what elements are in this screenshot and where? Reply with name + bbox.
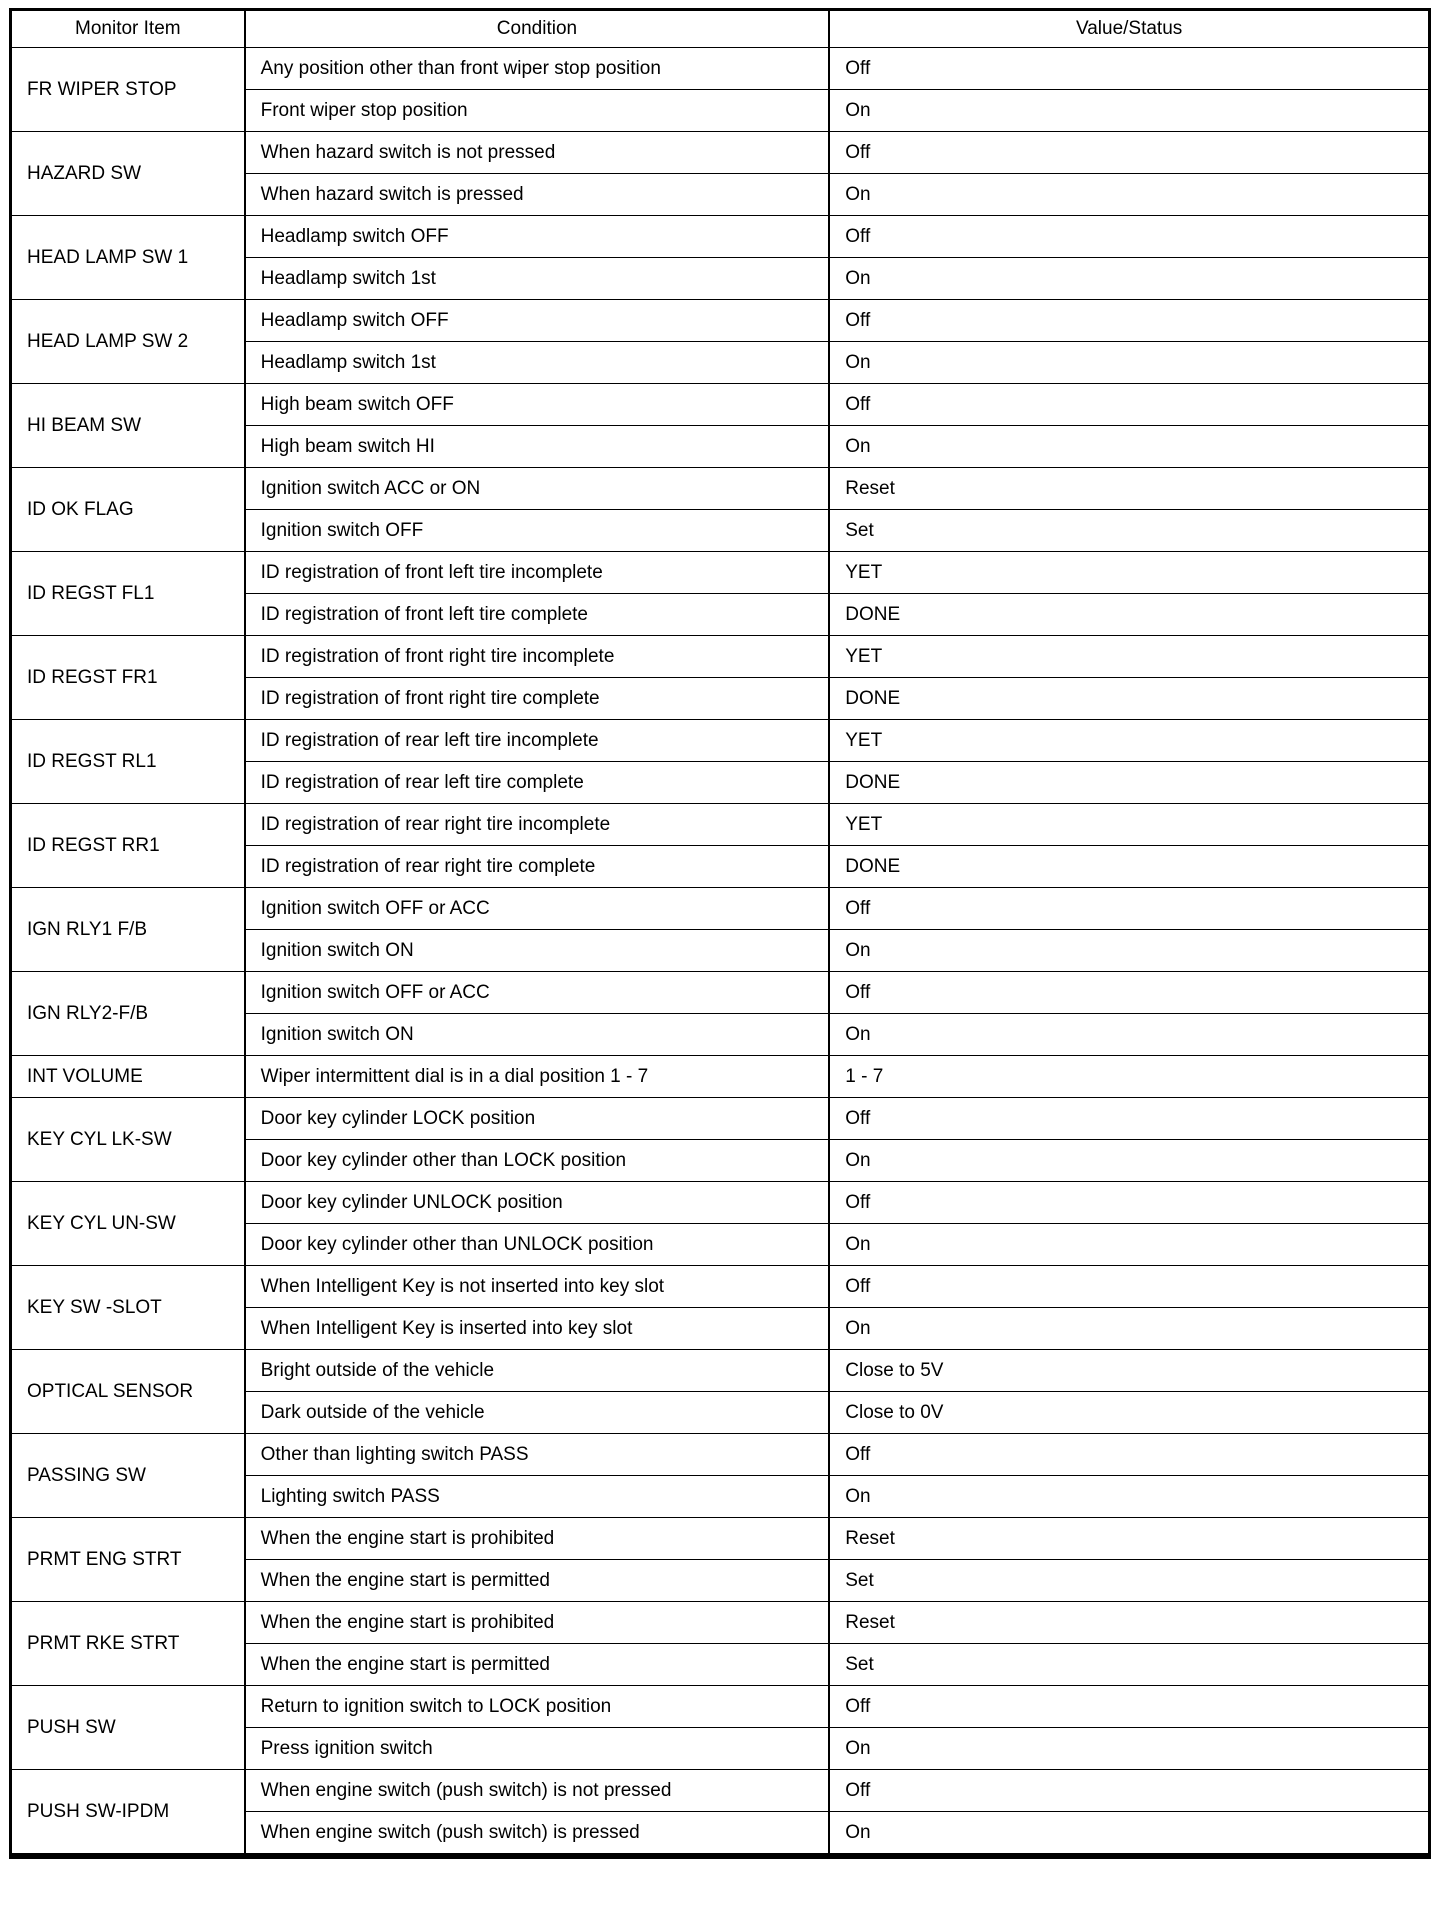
monitor-item-cell: HEAD LAMP SW 2 xyxy=(11,300,245,384)
value-status-cell: On xyxy=(829,258,1429,300)
condition-cell: Any position other than front wiper stop position xyxy=(245,48,830,90)
monitor-item-cell: HAZARD SW xyxy=(11,132,245,216)
value-status-cell: Off xyxy=(829,1686,1429,1728)
value-status-cell: On xyxy=(829,1812,1429,1857)
condition-cell: ID registration of rear left tire incomplete xyxy=(245,720,830,762)
value-status-cell: On xyxy=(829,90,1429,132)
value-status-cell: Off xyxy=(829,216,1429,258)
condition-cell: Dark outside of the vehicle xyxy=(245,1392,830,1434)
table-row xyxy=(11,132,1430,174)
value-status-cell: On xyxy=(829,1224,1429,1266)
condition-cell: ID registration of rear left tire complete xyxy=(245,762,830,804)
condition-cell: Door key cylinder other than UNLOCK position xyxy=(245,1224,830,1266)
table-row xyxy=(11,216,1430,258)
condition-cell: Headlamp switch 1st xyxy=(245,258,830,300)
condition-cell: Ignition switch OFF or ACC xyxy=(245,972,830,1014)
condition-cell: ID registration of front left tire complete xyxy=(245,594,830,636)
condition-cell: ID registration of front right tire incomplete xyxy=(245,636,830,678)
condition-cell: Headlamp switch OFF xyxy=(245,216,830,258)
condition-cell: When the engine start is prohibited xyxy=(245,1602,830,1644)
monitor-item-cell: ID REGST RR1 xyxy=(11,804,245,888)
value-status-cell: Off xyxy=(829,1266,1429,1308)
value-status-cell: YET xyxy=(829,552,1429,594)
value-status-cell: Off xyxy=(829,1770,1429,1812)
condition-cell: When hazard switch is pressed xyxy=(245,174,830,216)
monitor-item-cell: FR WIPER STOP xyxy=(11,48,245,132)
value-status-cell: 1 - 7 xyxy=(829,1056,1429,1098)
condition-cell: Ignition switch OFF xyxy=(245,510,830,552)
monitor-item-cell: ID REGST RL1 xyxy=(11,720,245,804)
value-status-cell: On xyxy=(829,342,1429,384)
table-row xyxy=(11,1266,1430,1308)
condition-cell: ID registration of rear right tire incomplete xyxy=(245,804,830,846)
condition-cell: Other than lighting switch PASS xyxy=(245,1434,830,1476)
condition-cell: Door key cylinder UNLOCK position xyxy=(245,1182,830,1224)
value-status-cell: Off xyxy=(829,972,1429,1014)
condition-cell: Door key cylinder other than LOCK position xyxy=(245,1140,830,1182)
table-row xyxy=(11,636,1430,678)
condition-cell: Return to ignition switch to LOCK position xyxy=(245,1686,830,1728)
monitor-item-cell: KEY CYL UN-SW xyxy=(11,1182,245,1266)
header-monitor-item: Monitor Item xyxy=(11,10,245,48)
table-row xyxy=(11,1602,1430,1644)
monitor-item-cell: OPTICAL SENSOR xyxy=(11,1350,245,1434)
condition-cell: Ignition switch ON xyxy=(245,1014,830,1056)
value-status-cell: Off xyxy=(829,1098,1429,1140)
value-status-cell: YET xyxy=(829,636,1429,678)
condition-cell: Front wiper stop position xyxy=(245,90,830,132)
monitor-item-cell: ID REGST FL1 xyxy=(11,552,245,636)
value-status-cell: Set xyxy=(829,1644,1429,1686)
monitor-item-cell: KEY SW -SLOT xyxy=(11,1266,245,1350)
condition-cell: High beam switch OFF xyxy=(245,384,830,426)
value-status-cell: Close to 0V xyxy=(829,1392,1429,1434)
value-status-cell: Off xyxy=(829,300,1429,342)
value-status-cell: Set xyxy=(829,1560,1429,1602)
value-status-cell: Reset xyxy=(829,1518,1429,1560)
table-row xyxy=(11,384,1430,426)
value-status-cell: On xyxy=(829,930,1429,972)
condition-cell: ID registration of rear right tire complete xyxy=(245,846,830,888)
value-status-cell: DONE xyxy=(829,678,1429,720)
header-value-status: Value/Status xyxy=(829,10,1429,48)
value-status-cell: Reset xyxy=(829,468,1429,510)
condition-cell: When the engine start is prohibited xyxy=(245,1518,830,1560)
condition-cell: When Intelligent Key is inserted into key slot xyxy=(245,1308,830,1350)
monitor-item-cell: ID OK FLAG xyxy=(11,468,245,552)
value-status-cell: On xyxy=(829,1728,1429,1770)
monitor-item-cell: HI BEAM SW xyxy=(11,384,245,468)
table-row xyxy=(11,804,1430,846)
condition-cell: When hazard switch is not pressed xyxy=(245,132,830,174)
monitor-item-cell: IGN RLY1 F/B xyxy=(11,888,245,972)
table-row xyxy=(11,468,1430,510)
table-row xyxy=(11,300,1430,342)
condition-cell: Bright outside of the vehicle xyxy=(245,1350,830,1392)
monitor-item-cell: ID REGST FR1 xyxy=(11,636,245,720)
condition-cell: Ignition switch ACC or ON xyxy=(245,468,830,510)
value-status-cell: Set xyxy=(829,510,1429,552)
monitor-item-cell: PUSH SW-IPDM xyxy=(11,1770,245,1857)
condition-cell: ID registration of front right tire complete xyxy=(245,678,830,720)
monitor-item-cell: HEAD LAMP SW 1 xyxy=(11,216,245,300)
value-status-cell: On xyxy=(829,426,1429,468)
value-status-cell: Close to 5V xyxy=(829,1350,1429,1392)
monitor-item-cell: PRMT RKE STRT xyxy=(11,1602,245,1686)
value-status-cell: DONE xyxy=(829,846,1429,888)
header-condition: Condition xyxy=(245,10,830,48)
condition-cell: When engine switch (push switch) is pressed xyxy=(245,1812,830,1857)
value-status-cell: Reset xyxy=(829,1602,1429,1644)
condition-cell: When the engine start is permitted xyxy=(245,1644,830,1686)
table-row xyxy=(11,1182,1430,1224)
condition-cell: When engine switch (push switch) is not pressed xyxy=(245,1770,830,1812)
value-status-cell: DONE xyxy=(829,762,1429,804)
value-status-cell: YET xyxy=(829,804,1429,846)
table-row xyxy=(11,720,1430,762)
table-row xyxy=(11,1518,1430,1560)
value-status-cell: Off xyxy=(829,1434,1429,1476)
table-row xyxy=(11,1434,1430,1476)
condition-cell: When Intelligent Key is not inserted into key slot xyxy=(245,1266,830,1308)
table-row xyxy=(11,48,1430,90)
value-status-cell: On xyxy=(829,174,1429,216)
condition-cell: High beam switch HI xyxy=(245,426,830,468)
table-row xyxy=(11,1770,1430,1812)
value-status-cell: On xyxy=(829,1140,1429,1182)
value-status-cell: YET xyxy=(829,720,1429,762)
table-row xyxy=(11,1350,1430,1392)
condition-cell: Headlamp switch OFF xyxy=(245,300,830,342)
value-status-cell: On xyxy=(829,1476,1429,1518)
value-status-cell: Off xyxy=(829,132,1429,174)
condition-cell: Ignition switch ON xyxy=(245,930,830,972)
monitor-item-cell: PUSH SW xyxy=(11,1686,245,1770)
value-status-cell: Off xyxy=(829,1182,1429,1224)
condition-cell: Door key cylinder LOCK position xyxy=(245,1098,830,1140)
monitor-item-cell: IGN RLY2-F/B xyxy=(11,972,245,1056)
condition-cell: Lighting switch PASS xyxy=(245,1476,830,1518)
condition-cell: Ignition switch OFF or ACC xyxy=(245,888,830,930)
table-row xyxy=(11,1098,1430,1140)
header-row xyxy=(11,10,1430,48)
monitor-item-cell: INT VOLUME xyxy=(11,1056,245,1098)
value-status-cell: Off xyxy=(829,888,1429,930)
condition-cell: Press ignition switch xyxy=(245,1728,830,1770)
value-status-cell: On xyxy=(829,1014,1429,1056)
table-row xyxy=(11,1056,1430,1098)
monitor-item-cell: PRMT ENG STRT xyxy=(11,1518,245,1602)
table-row xyxy=(11,888,1430,930)
table-row xyxy=(11,1686,1430,1728)
monitor-item-cell: PASSING SW xyxy=(11,1434,245,1518)
monitor-table-body xyxy=(11,48,1430,1857)
table-row xyxy=(11,552,1430,594)
value-status-cell: On xyxy=(829,1308,1429,1350)
monitor-item-cell: KEY CYL LK-SW xyxy=(11,1098,245,1182)
table-row xyxy=(11,972,1430,1014)
value-status-cell: Off xyxy=(829,48,1429,90)
condition-cell: Headlamp switch 1st xyxy=(245,342,830,384)
condition-cell: Wiper intermittent dial is in a dial position 1 - 7 xyxy=(245,1056,830,1098)
value-status-cell: DONE xyxy=(829,594,1429,636)
monitor-items-table xyxy=(9,8,1431,1859)
condition-cell: ID registration of front left tire incomplete xyxy=(245,552,830,594)
value-status-cell: Off xyxy=(829,384,1429,426)
condition-cell: When the engine start is permitted xyxy=(245,1560,830,1602)
